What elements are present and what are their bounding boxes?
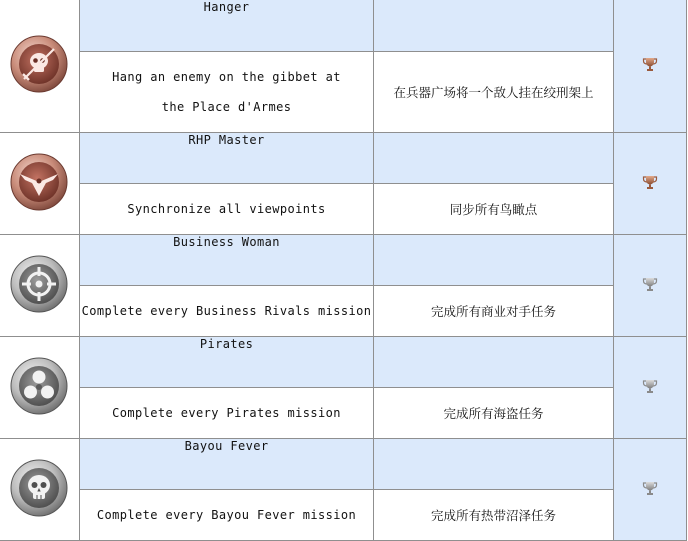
- silver-trophy-icon: [642, 480, 658, 496]
- trophy-icon-cell: [0, 235, 79, 337]
- silver-trophy-icon: [642, 378, 658, 394]
- trophy-name-zh: [374, 235, 613, 286]
- trophy-grade-cell: [613, 0, 686, 133]
- skull-icon: [9, 458, 69, 518]
- trophy-desc-en-text: Hang an enemy on the gibbet at the Place d'Armes: [112, 70, 341, 114]
- trophy-desc-zh: 同步所有鸟瞰点: [374, 184, 613, 235]
- trophy-name-row: [0, 439, 687, 490]
- trophy-name-row: [0, 0, 687, 52]
- trophy-grade-cell: [613, 133, 686, 235]
- trophy-desc-en: Complete every Bayou Fever mission: [79, 490, 374, 541]
- eagle-wings-icon: [9, 152, 69, 212]
- trophy-name-zh: [374, 337, 613, 388]
- trophy-icon-cell: [0, 0, 79, 133]
- trophy-desc-zh: 在兵器广场将一个敌人挂在绞刑架上: [374, 52, 613, 133]
- trophy-desc-en: [79, 52, 374, 133]
- trophy-icon-cell: [0, 337, 79, 439]
- trophy-icon-cell: [0, 133, 79, 235]
- trophy-grade-cell: [613, 235, 686, 337]
- trophy-name-row: [0, 337, 687, 388]
- bronze-trophy-icon: [642, 174, 658, 190]
- trophy-name-zh: [374, 439, 613, 490]
- trophy-icon-cell: [0, 439, 79, 541]
- trophy-name-row: [0, 235, 687, 286]
- trophy-desc-row: [0, 184, 687, 235]
- trophy-desc-en: Synchronize all viewpoints: [79, 184, 374, 235]
- trophy-desc-row: [0, 388, 687, 439]
- trophy-desc-row: [0, 490, 687, 541]
- trophy-grade-cell: [613, 439, 686, 541]
- trophy-name-row: [0, 133, 687, 184]
- trophy-desc-zh: 完成所有商业对手任务: [374, 286, 613, 337]
- trophy-name-zh: [374, 133, 613, 184]
- bronze-trophy-icon: [642, 56, 658, 72]
- trophy-desc-en: Complete every Business Rivals mission: [79, 286, 374, 337]
- trophy-name-en: Bayou Fever: [79, 439, 374, 490]
- trophy-desc-en: Complete every Pirates mission: [79, 388, 374, 439]
- crosshair-icon: [9, 254, 69, 314]
- trophy-name-en: RHP Master: [79, 133, 374, 184]
- trophy-desc-zh: 完成所有海盗任务: [374, 388, 613, 439]
- trophy-name-en: Pirates: [79, 337, 374, 388]
- trophy-grade-cell: [613, 337, 686, 439]
- silver-trophy-icon: [642, 276, 658, 292]
- trophy-desc-zh: 完成所有热带沼泽任务: [374, 490, 613, 541]
- trophy-desc-row: [0, 52, 687, 133]
- trefoil-icon: [9, 356, 69, 416]
- trophy-name-en: Business Woman: [79, 235, 374, 286]
- trophy-desc-row: [0, 286, 687, 337]
- skull-dagger-icon: [9, 34, 69, 94]
- trophy-name-zh: [374, 0, 613, 52]
- trophy-name-en: Hanger: [79, 0, 374, 52]
